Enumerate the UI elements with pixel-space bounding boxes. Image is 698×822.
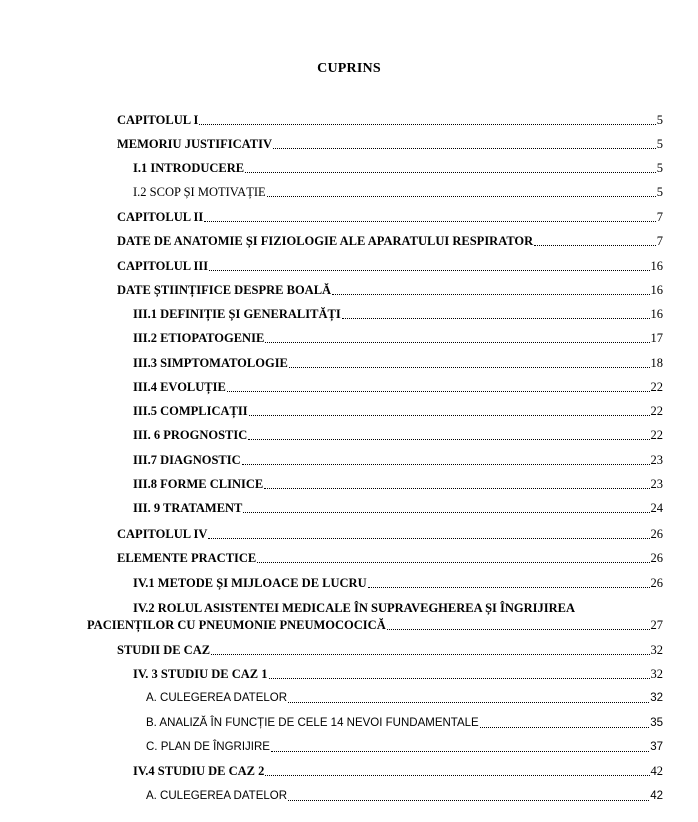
toc-entry[interactable]: [133, 761, 663, 779]
toc-entry-page: 24: [650, 501, 663, 515]
toc-entry[interactable]: [133, 304, 663, 322]
toc-leader-dots: [243, 511, 649, 513]
toc-entry-page: 23: [650, 477, 663, 491]
toc-entry-page: 32: [650, 667, 663, 681]
toc-entry-label: CAPITOLUL III: [117, 259, 209, 273]
toc-entry[interactable]: [117, 134, 663, 152]
toc-entry-page: 37: [650, 741, 663, 753]
toc-leader-dots: [271, 750, 649, 752]
toc-entry-label: IV. 3 STUDIU DE CAZ 1: [133, 667, 268, 681]
toc-entry-page: 5: [656, 185, 663, 199]
toc-entry-label: III.8 FORME CLINICE: [133, 477, 264, 491]
toc-entry[interactable]: [133, 182, 663, 200]
toc-entry-page: 32: [650, 643, 663, 657]
toc-entry-label: B. ANALIZĂ ÎN FUNCȚIE DE CELE 14 NEVOI FUNDAMENTALE: [146, 717, 479, 729]
toc-entry[interactable]: [146, 737, 663, 755]
toc-entry-page: 42: [650, 764, 663, 778]
toc-entry-page: 16: [650, 259, 663, 273]
toc-entry[interactable]: [133, 474, 663, 492]
toc-entry[interactable]: [117, 207, 663, 225]
toc-entry-label-line1[interactable]: IV.2 ROLUL ASISTENTEI MEDICALE ÎN SUPRAVEGHEREA ȘI ÎNGRIJIREA: [133, 601, 576, 615]
toc-entry-page: 7: [656, 210, 663, 224]
toc-leader-dots: [227, 390, 650, 392]
toc-entry[interactable]: [117, 640, 663, 658]
toc-entry-label: CAPITOLUL II: [117, 210, 204, 224]
toc-entry[interactable]: [133, 664, 663, 682]
toc-entry[interactable]: [133, 377, 663, 395]
toc-leader-dots: [288, 701, 649, 703]
toc-entry-page: 5: [656, 113, 663, 127]
toc-entry[interactable]: [146, 688, 663, 706]
toc-entry[interactable]: [117, 231, 663, 249]
toc-entry-label: ELEMENTE PRACTICE: [117, 551, 257, 565]
toc-entry-label: MEMORIU JUSTIFICATIV: [117, 137, 272, 151]
toc-entry[interactable]: [133, 401, 663, 419]
toc-entry-label: IV.4 STUDIU DE CAZ 2: [133, 764, 265, 778]
toc-entry-page: 17: [650, 331, 663, 345]
toc-entry-label: III. 6 PROGNOSTIC: [133, 428, 248, 442]
toc-leader-dots: [248, 438, 649, 440]
toc-entry[interactable]: [117, 548, 663, 566]
toc-entry[interactable]: [146, 786, 663, 804]
toc-leader-dots: [368, 586, 650, 588]
toc-leader-dots: [264, 487, 649, 489]
toc-leader-dots: [288, 799, 649, 801]
toc-entry-page: 42: [650, 790, 663, 802]
toc-entry-label: A. CULEGEREA DATELOR: [146, 692, 288, 704]
toc-entry-label: DATE ȘTIINȚIFICE DESPRE BOALĂ: [117, 283, 332, 297]
toc-leader-dots: [199, 123, 655, 125]
toc-entry-page: 26: [650, 551, 663, 565]
toc-leader-dots: [269, 677, 650, 679]
toc-entry-label: III.7 DIAGNOSTIC: [133, 453, 241, 467]
toc-entry[interactable]: [133, 498, 663, 516]
toc-entry[interactable]: [146, 713, 663, 731]
toc-entry-page: 32: [650, 692, 663, 704]
toc-leader-dots: [204, 220, 655, 222]
toc-entry[interactable]: [117, 280, 663, 298]
toc-entry[interactable]: [117, 256, 663, 274]
toc-entry-page: 5: [656, 137, 663, 151]
toc-entry[interactable]: [133, 450, 663, 468]
toc-entry[interactable]: [87, 615, 663, 633]
toc-entry[interactable]: [133, 425, 663, 443]
toc-leader-dots: [208, 537, 649, 539]
toc-entry-label: I.1 INTRODUCERE: [133, 161, 245, 175]
toc-entry-page: 35: [650, 717, 663, 729]
toc-leader-dots: [265, 341, 649, 343]
toc-entry-label: III.3 SIMPTOMATOLOGIE: [133, 356, 288, 370]
toc-entry[interactable]: [133, 573, 663, 591]
toc-entry-page: 23: [650, 453, 663, 467]
toc-leader-dots: [332, 293, 649, 295]
toc-leader-dots: [387, 628, 650, 630]
toc-entry-page: 26: [650, 576, 663, 590]
toc-entry-label: STUDII DE CAZ: [117, 643, 211, 657]
toc-entry-label: CAPITOLUL IV: [117, 527, 208, 541]
toc-leader-dots: [242, 463, 650, 465]
toc-entry-page: 26: [650, 527, 663, 541]
toc-entry-label: III.5 COMPLICAȚII: [133, 404, 248, 418]
toc-entry-label: III.4 EVOLUȚIE: [133, 380, 226, 394]
toc-entry-page: 16: [650, 283, 663, 297]
toc-entry-page: 18: [650, 356, 663, 370]
toc-leader-dots: [480, 726, 649, 728]
toc-entry-label: PACIENȚILOR CU PNEUMONIE PNEUMOCOCICĂ: [87, 618, 386, 632]
toc-leader-dots: [273, 147, 656, 149]
toc-leader-dots: [289, 366, 650, 368]
toc-entry[interactable]: [117, 524, 663, 542]
toc-leader-dots: [211, 653, 649, 655]
toc-entry-page: 22: [650, 428, 663, 442]
toc-entry-label: III.1 DEFINIȚIE ȘI GENERALITĂȚI: [133, 307, 341, 321]
toc-entry-label: I.2 SCOP ȘI MOTIVAȚIE: [133, 185, 266, 199]
toc-entry-page: 22: [650, 404, 663, 418]
toc-leader-dots: [265, 774, 649, 776]
toc-entry-page: 27: [650, 618, 663, 632]
toc-leader-dots: [245, 171, 656, 173]
toc-entry-label: III.2 ETIOPATOGENIE: [133, 331, 265, 345]
toc-leader-dots: [267, 195, 656, 197]
toc-entry[interactable]: [117, 110, 663, 128]
toc-entry-label: IV.1 METODE ȘI MIJLOACE DE LUCRU: [133, 576, 367, 590]
toc-entry-label: C. PLAN DE ÎNGRIJIRE: [146, 741, 270, 753]
toc-entry-page: 5: [656, 161, 663, 175]
toc-entry-page: 16: [650, 307, 663, 321]
toc-entry-label: A. CULEGEREA DATELOR: [146, 790, 288, 802]
toc-entry[interactable]: [133, 328, 663, 346]
toc-entry-label: CAPITOLUL I: [117, 113, 199, 127]
toc-entry-page: 22: [650, 380, 663, 394]
toc-leader-dots: [249, 414, 650, 416]
toc-entry-label: III. 9 TRATAMENT: [133, 501, 243, 515]
page-title: CUPRINS: [317, 61, 381, 76]
toc-leader-dots: [257, 561, 649, 563]
toc-entry[interactable]: [133, 158, 663, 176]
toc-entry-page: 7: [656, 234, 663, 248]
toc-entry[interactable]: [133, 353, 663, 371]
toc-leader-dots: [342, 317, 650, 319]
toc-entry-label: DATE DE ANATOMIE ȘI FIZIOLOGIE ALE APARATULUI RESPIRATOR: [117, 234, 534, 248]
toc-leader-dots: [534, 244, 656, 246]
toc-leader-dots: [209, 269, 649, 271]
